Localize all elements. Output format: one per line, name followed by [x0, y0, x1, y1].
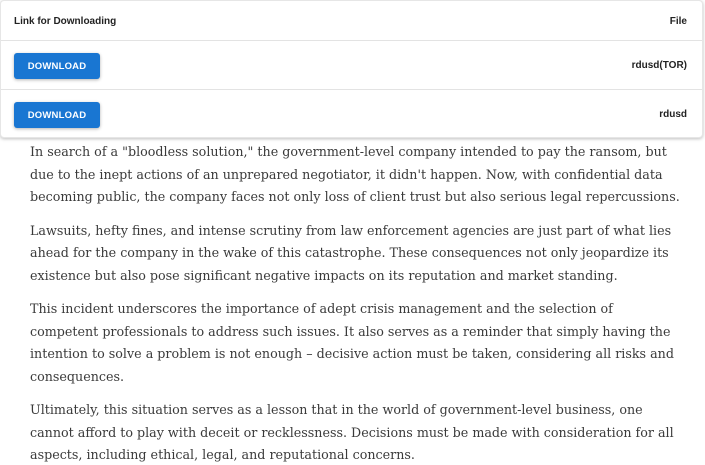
article-paragraph: Lawsuits, hefty fines, and intense scrutiny from law enforcement agencies are just part of what lies ahead for the company in the wake of this catastrophe. These consequences not only jeopardize its existence but also pose significant negative impacts on its reputation and market standing. — [30, 222, 672, 283]
article-paragraph: Ultimately, this situation serves as a lesson that in the world of government-level business, one cannot afford to play with deceit or recklessness. Decisions must be made with consideration for all aspects, including ethical, legal, and reputational concerns. — [30, 402, 674, 462]
column-header-file: File — [669, 16, 687, 27]
article-body — [30, 141, 680, 465]
download-button[interactable]: DOWNLOAD — [14, 102, 100, 128]
article-paragraph: This incident underscores the importance of adept crisis management and the selection of competent professionals to address such issues. It also serves as a reminder that simply having the intention to solve a problem is not enough – decisive action must be taken, considering all risks and consequences. — [30, 301, 674, 384]
file-name: rdusd(TOR) — [631, 60, 687, 71]
download-button[interactable]: DOWNLOAD — [14, 53, 100, 79]
downloads-table — [0, 0, 703, 138]
column-header-link: Link for Downloading — [14, 16, 117, 27]
table-row — [1, 91, 702, 139]
article-paragraph: In search of a "bloodless solution," the government-level company intended to pay the ransom, but due to the inept actions of an unprepared negotiator, it didn't happen. Now, with confidential data becoming public, the company faces not only loss of client trust but also serious legal repercussions. — [30, 144, 680, 204]
table-header — [1, 1, 702, 41]
table-row — [1, 42, 702, 90]
file-name: rdusd — [659, 109, 687, 120]
